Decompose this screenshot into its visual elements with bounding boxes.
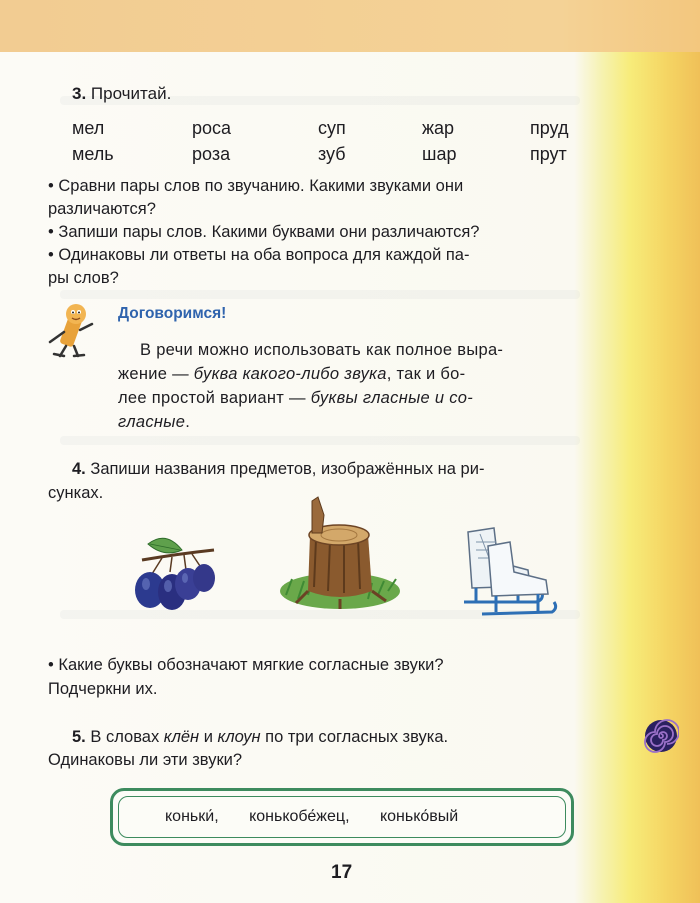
word: прут <box>530 144 567 164</box>
word: суп <box>318 118 346 138</box>
example-word: клоун <box>217 728 261 746</box>
skates-picture <box>458 522 558 618</box>
word: зуб <box>318 144 346 164</box>
exercise-4-heading <box>72 458 632 481</box>
word: пруд <box>530 118 569 138</box>
example-word: клён <box>163 728 200 746</box>
rule-term: гласные <box>118 413 186 431</box>
ex4-bullet-line-1: • Какие буквы обозначают мягкие согласные звуки? <box>48 656 444 674</box>
bleed-through-line <box>60 436 580 445</box>
exercise-text: Запиши названия предметов, изображённых на ри- <box>90 460 485 478</box>
word: роза <box>192 144 231 164</box>
bullet-1-line-1: • Сравни пары слов по звучанию. Какими звуками они <box>48 177 464 195</box>
word: жар <box>422 118 455 138</box>
plum-picture <box>122 530 222 616</box>
exercise-number: 5. <box>72 728 86 746</box>
rule-line: В речи можно использовать как полное выра- <box>140 341 504 359</box>
ex4-bullet-line-2: Подчеркни их. <box>48 680 158 698</box>
rule-text: лее простой вариант — <box>118 389 311 407</box>
exercise-number: 3. <box>72 84 87 103</box>
bullet-1-line-2: различаются? <box>48 200 156 218</box>
bullet-2: • Запиши пары слов. Какими буквами они различаются? <box>48 223 480 241</box>
exercise-number: 4. <box>72 460 86 478</box>
rule-text: жение — <box>118 365 194 383</box>
page-number: 17 <box>331 862 353 883</box>
vocabulary-words <box>165 808 484 826</box>
rule-line <box>118 410 638 434</box>
exercise-title: Прочитай. <box>90 84 172 103</box>
vocabulary-word: конько́вый <box>379 808 459 825</box>
exercise-5-heading <box>72 726 448 749</box>
exercise-text: В словах <box>90 728 164 746</box>
stump-picture <box>278 495 403 613</box>
vocabulary-word: коньки́, <box>165 808 219 825</box>
spiral-icon <box>643 718 679 754</box>
rule-term: буква какого-либо звука <box>193 365 387 383</box>
exercise-3-heading <box>72 82 171 105</box>
bullet-3-line-2: ры слов? <box>48 269 119 287</box>
bullet-3-line-1: • Одинаковы ли ответы на оба вопроса для каждой па- <box>48 246 470 264</box>
vocabulary-word: конькобе́жец, <box>249 808 350 825</box>
bleed-through-line <box>60 290 580 299</box>
word: мел <box>72 118 105 138</box>
rule-term: буквы гласные и со- <box>310 389 474 407</box>
exercise-4-line-2: сунках. <box>48 484 104 502</box>
vocabulary-box <box>110 788 574 846</box>
agreement-text <box>118 338 638 434</box>
exercise-text: и <box>199 728 218 746</box>
rule-line <box>118 362 638 386</box>
rule-text: . <box>185 413 191 431</box>
agreement-title: Договоримся! <box>118 305 227 322</box>
word: мель <box>72 144 114 164</box>
word: роса <box>192 118 232 138</box>
rule-text: , так и бо- <box>386 365 466 383</box>
top-color-strip <box>0 0 700 52</box>
pencil-mascot-icon <box>44 302 104 358</box>
exercise-5-line-2: Одинаковы ли эти звуки? <box>48 751 243 769</box>
rule-line <box>118 386 638 410</box>
word: шар <box>422 144 457 164</box>
exercise-text: по три согласных звука. <box>260 728 449 746</box>
